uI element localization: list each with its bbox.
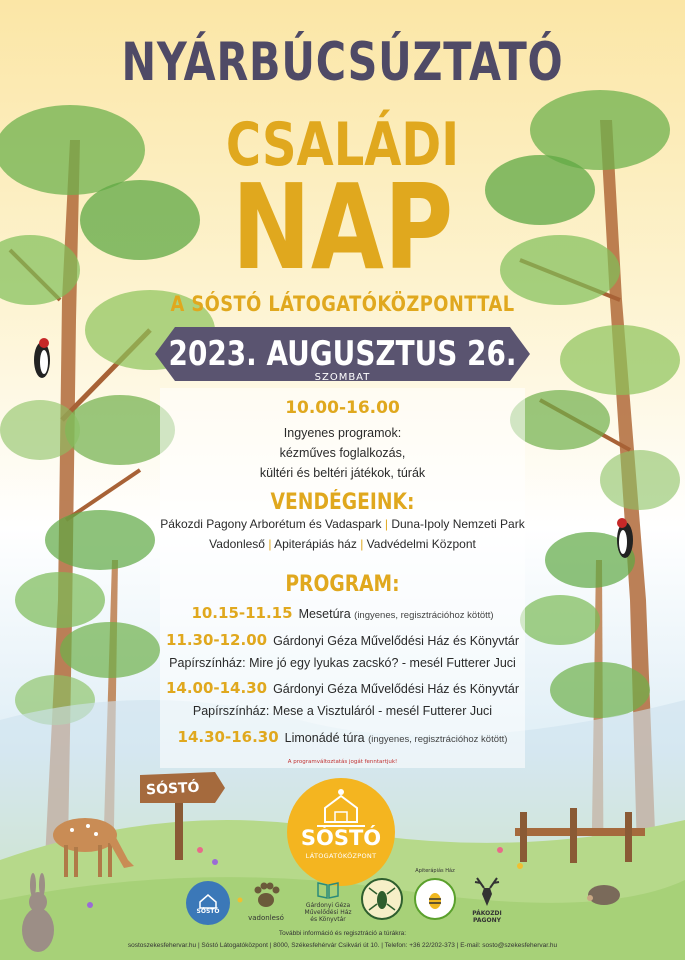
program-item — [0, 704, 685, 718]
book-icon — [316, 880, 340, 900]
guest-name: Vadonleső — [209, 537, 265, 551]
partner-label: PÁKOZDI PAGONY — [472, 910, 502, 924]
guest-name: Duna-Ipoly Nemzeti Park — [391, 517, 525, 531]
event-weekday: SZOMBAT — [314, 372, 371, 383]
partner-logo-apiterapias — [413, 868, 457, 922]
program-time: 11.30-12.00 — [165, 631, 268, 649]
program-item — [0, 728, 685, 746]
info-line: Ingyenes programok: — [283, 426, 402, 440]
program-time: 10.15-11.15 — [191, 604, 293, 622]
program-title: Mesetúra — [298, 607, 351, 621]
title-subtitle: A SÓSTÓ LÁTOGATÓKÖZPONTTAL — [170, 292, 515, 316]
partner-label: Apiterápiás Ház — [415, 868, 455, 874]
guests-list — [0, 514, 685, 554]
bee-badge-icon — [414, 878, 456, 920]
paw-print-icon — [249, 878, 283, 912]
partner-label: vadonlesó — [248, 914, 284, 922]
footer-info: További információ és regisztráció a túrákra: — [278, 930, 407, 937]
event-hours: 10.00-16.00 — [285, 398, 400, 418]
partner-label: SÓSTÓ — [196, 908, 220, 915]
partner-label: Gárdonyi Géza Művelődési Ház és Könyvtár — [304, 902, 352, 923]
partner-logo-insect — [360, 878, 404, 922]
guest-name: Apiterápiás ház — [274, 537, 357, 551]
event-date: 2023. AUGUSZTUS 26. — [168, 334, 517, 374]
deer-head-icon — [472, 874, 502, 908]
program-note: (ingyenes, regisztrációhoz kötött) — [354, 610, 494, 621]
program-title: Gárdonyi Géza Művelődési Ház és Könyvtár — [273, 634, 520, 648]
pavilion-icon — [287, 782, 395, 832]
title-main: NYÁRBÚCSÚZTATÓ — [121, 32, 564, 93]
guests-row — [0, 534, 685, 554]
program-footnote: A programváltoztatás jogát fenntartjuk! — [287, 759, 398, 765]
guests-row — [0, 514, 685, 534]
program-item — [0, 631, 685, 649]
program-title: Papírszínház: Mese a Visztuláról - mesél Futterer Juci — [192, 704, 493, 718]
logo-name: SÓSTÓ — [300, 826, 382, 850]
program-title: Papírszínház: Mire jó egy lyukas zacskó? - mesél Futterer Juci — [169, 656, 516, 670]
program-heading: PROGRAM: — [285, 572, 400, 597]
partner-logo-sosto — [184, 880, 232, 928]
sosto-main-logo — [287, 778, 395, 886]
program-item — [0, 656, 685, 670]
partner-logo-pakozdi-pagony — [466, 874, 508, 924]
title-day: NAP — [231, 158, 454, 296]
program-time: 14.00-14.30 — [165, 679, 268, 697]
guest-separator: | — [268, 537, 272, 551]
sign-label: SÓSTÓ — [145, 779, 200, 799]
info-line: kézműves foglalkozás, — [279, 446, 406, 460]
info-line: kültéri és beltéri játékok, túrák — [259, 466, 426, 480]
guest-name: Pákozdi Pagony Arborétum és Vadaspark — [160, 517, 382, 531]
title-family: CSALÁDI — [225, 110, 460, 180]
program-title: Gárdonyi Géza Művelődési Ház és Könyvtár — [273, 682, 520, 696]
guest-name: Vadvédelmi Központ — [366, 537, 476, 551]
guests-heading: VENDÉGEINK: — [270, 490, 415, 515]
partner-logo-vadonleso — [246, 878, 286, 922]
program-title: Limonádé túra — [284, 731, 365, 745]
program-item — [0, 604, 685, 622]
insect-badge-icon — [361, 878, 403, 920]
info-block — [0, 423, 685, 483]
sosto-logo-icon — [185, 880, 231, 926]
guest-separator: | — [384, 517, 388, 531]
footer-contacts: sostoszekesfehervar.hu | Sóstó Látogatóközpont | 8000, Székesfehérvár Csikvári út 10. | Telefon: +36 22/202-373 | E-mail: sosto@szekesfehervar.hu — [127, 942, 558, 949]
logo-subtitle: LÁTOGATÓKÖZPONT — [305, 852, 377, 860]
partner-logo-gardonyi — [302, 880, 354, 923]
guest-separator: | — [360, 537, 364, 551]
program-time: 14.30-16.30 — [177, 728, 279, 746]
program-note: (ingyenes, regisztrációhoz kötött) — [368, 734, 508, 745]
program-item — [0, 679, 685, 697]
